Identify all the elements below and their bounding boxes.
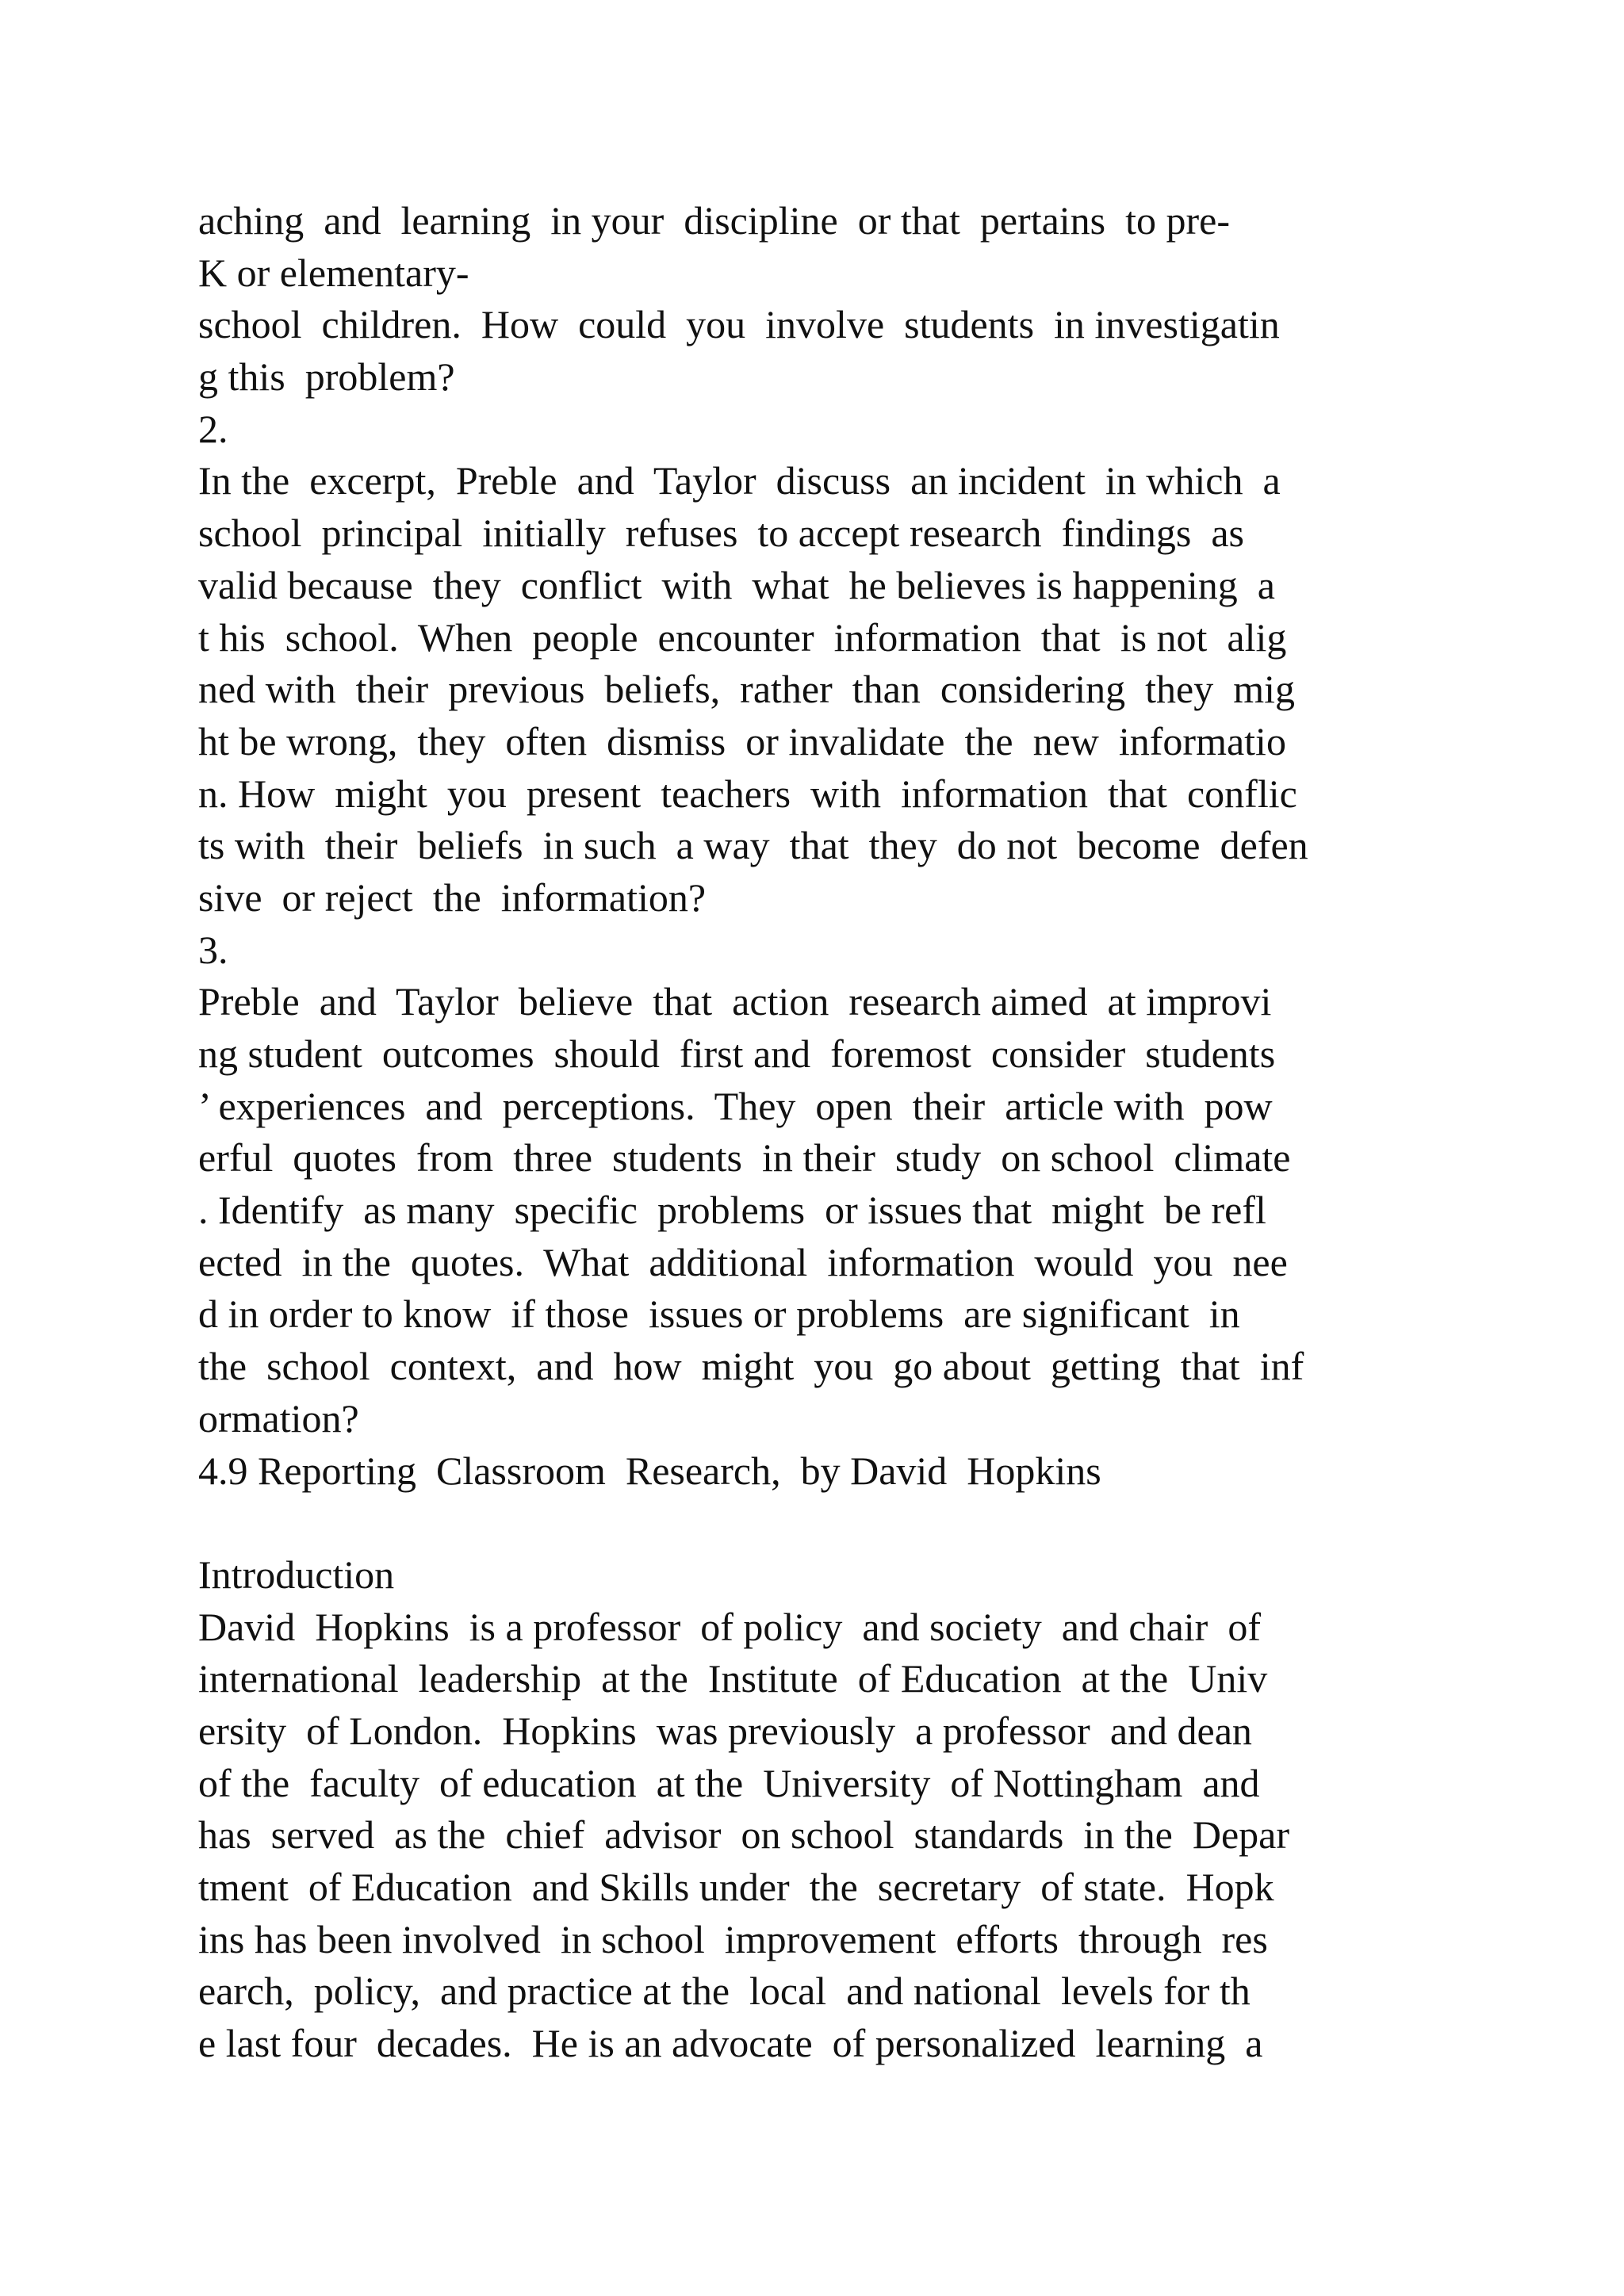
text-line: tment of Education and Skills under the secretary of state. Hopk [198, 1865, 1274, 1909]
blank-line [198, 1497, 1467, 1549]
text-line: aching and learning in your discipline or that pertains to pre- [198, 198, 1231, 243]
text-line: international leadership at the Institute of Education at the Univ [198, 1656, 1268, 1701]
text-line: the school context, and how might you go about getting that inf [198, 1344, 1304, 1389]
text-line: g this problem? [198, 354, 455, 400]
text-line: school principal initially refuses to accept research findings as [198, 511, 1245, 556]
text-line: d in order to know if those issues or problems are significant in [198, 1292, 1240, 1337]
text-line: school children. How could you involve students in investigatin [198, 302, 1280, 347]
text-line: erful quotes from three students in their study on school climate [198, 1135, 1291, 1181]
text-line: ’ experiences and perceptions. They open their article with pow [198, 1083, 1273, 1128]
text-line: ins has been involved in school improvement efforts through res [198, 1916, 1268, 1961]
text-line: t his school. When people encounter information that is not alig [198, 614, 1287, 660]
text-line: ned with their previous beliefs, rather than considering they mig [198, 667, 1295, 712]
text-line: K or elementary- [198, 250, 469, 295]
text-line: Preble and Taylor believe that action research aimed at improvi [198, 979, 1272, 1024]
text-line: ng student outcomes should first and foremost consider students [198, 1031, 1276, 1076]
section-heading: Introduction [198, 1552, 395, 1597]
text-line: of the faculty of education at the University of Nottingham and [198, 1760, 1260, 1805]
text-line: In the excerpt, Preble and Taylor discuss an incident in which a [198, 458, 1281, 503]
text-line: e last four decades. He is an advocate of personalized learning a [198, 2021, 1263, 2066]
text-line: David Hopkins is a professor of policy and society and chair of [198, 1604, 1261, 1649]
document-body [198, 195, 1467, 2070]
text-line: ht be wrong, they often dismiss or invalidate the new informatio [198, 718, 1286, 763]
list-number: 3. [198, 927, 228, 972]
text-line: ts with their beliefs in such a way that they do not become defen [198, 823, 1308, 868]
section-title: 4.9 Reporting Classroom Research, by David Hopkins [198, 1448, 1101, 1493]
text-line: valid because they conflict with what he believes is happening a [198, 562, 1275, 607]
text-line: sive or reject the information? [198, 874, 707, 920]
text-line: earch, policy, and practice at the local and national levels for th [198, 1969, 1251, 2014]
text-line: n. How might you present teachers with information that conflic [198, 771, 1297, 816]
text-line: ected in the quotes. What additional information would you nee [198, 1239, 1288, 1284]
text-line: has served as the chief advisor on school standards in the Depar [198, 1812, 1290, 1858]
text-line: ersity of London. Hopkins was previously a professor and dean [198, 1708, 1252, 1753]
text-line: ormation? [198, 1395, 359, 1441]
text-line: . Identify as many specific problems or issues that might be refl [198, 1188, 1266, 1233]
list-number: 2. [198, 406, 228, 451]
